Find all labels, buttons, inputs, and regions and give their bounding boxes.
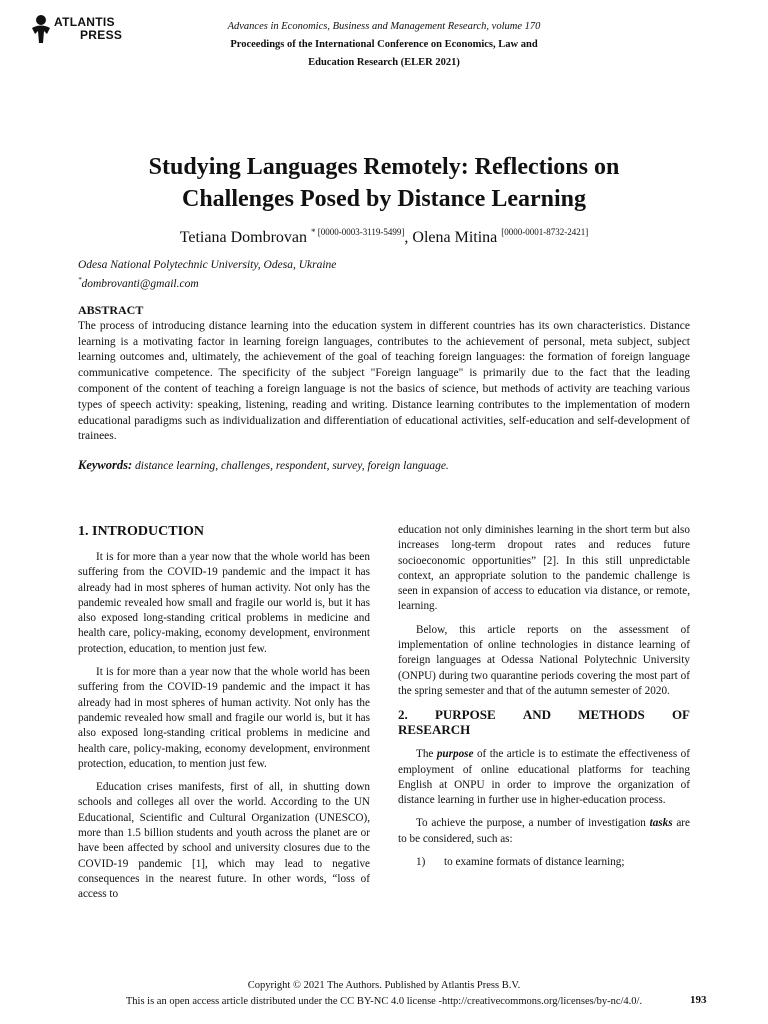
- paragraph: It is for more than a year now that the whole world has been suffering from the COVID-19 pandemic and the impact it has already had in most spheres of human activity. Not only has the pandemic revealed how small and fragile our world is, but it has also exposed long-standing critical problems in medicine and health care, policy-making, economy development, environment protection, education, to mention just few.: [78, 551, 370, 655]
- abstract: [78, 303, 690, 445]
- text-run: To achieve the purpose, a number of investigation: [416, 817, 650, 830]
- proceedings-line2: Education Research (ELER 2021): [308, 57, 460, 68]
- emphasis: tasks: [649, 817, 673, 830]
- authors: [60, 221, 708, 249]
- series-title: Advances in Economics, Business and Management Research, volume 170: [227, 21, 541, 32]
- author-2: Olena Mitina: [412, 229, 498, 246]
- footer: [78, 978, 690, 1010]
- keywords-text: distance learning, challenges, respondent, survey, foreign language.: [135, 460, 449, 472]
- keywords: [78, 458, 690, 473]
- heading-word: OF: [671, 707, 690, 723]
- tasks-paragraph: [398, 816, 690, 847]
- purpose-paragraph: [398, 747, 690, 808]
- proceedings-line1: Proceedings of the International Conference on Economics, Law and: [230, 39, 538, 50]
- publisher-logo: [30, 14, 122, 46]
- paragraph: Below, this article reports on the assessment of implementation of online technologies in distance learning of foreign languages at Odessa National Polytechnic University (ONPU) during two quarantine periods covering the most part of the spring semester and that of the autumn semester of 2020.: [398, 623, 690, 697]
- paragraph: education not only diminishes learning in the short term but also increases long-term dropout rates and reduces future socioeconomic opportunities” [2]. In this still unpredictable context, an appropriate solution to the pandemic challenge is seen in expansion of access to education via distance, or remote, learning.: [398, 524, 690, 613]
- author-2-orcid: [0000-0001-8732-2421]: [501, 227, 589, 237]
- heading-word: AND: [522, 707, 552, 723]
- heading-word: 2.: [398, 707, 408, 723]
- paragraph: It is for more than a year now that the whole world has been suffering from the COVID-19 pandemic and the impact it has already had in most spheres of human activity. Not only has the pandemic revealed how small and fragile our world is, but it has also exposed long-standing critical problems in medicine and health care, policy-making, economy development, environment protection, education, to mention just few.: [78, 666, 370, 770]
- keywords-label: Keywords:: [78, 458, 133, 472]
- abstract-text: The process of introducing distance learning into the education system in different countries has its own characteristics. Distance learning is a motivating factor in learning foreign languages, contributes to the achievement of personal, meta subject, subject learning outcomes and, ultimately, the achievement of the goal of teaching foreign languages: the formation of foreign language communicative competence. The specificity of the subject "Foreign language" is primarily due to the fact that the leading component of the content of teaching a foreign language is not the basics of science, but methods of activity are teaching various types of speech activity: speaking, listening, reading and writing. Distance learning contributes to the implementation of modern educational paradigms such as individualization and differentiation of educational activities, self-education and self-development of trainees.: [78, 319, 690, 443]
- heading-word: PURPOSE: [434, 707, 496, 723]
- email-address: dombrovanti@gmail.com: [81, 277, 199, 290]
- author-separator: ,: [404, 229, 413, 246]
- logo-text-line2: PRESS: [80, 28, 123, 42]
- affiliation: Odesa National Polytechnic University, Odesa, Ukraine: [78, 259, 337, 271]
- logo-text-line1: ATLANTIS: [54, 15, 115, 29]
- list-item: [398, 855, 690, 870]
- email-star: *: [78, 276, 82, 284]
- heading-line2: RESEARCH: [398, 722, 471, 738]
- section-1-heading: 1. INTRODUCTION: [78, 524, 205, 539]
- author-1: Tetiana Dombrovan: [179, 229, 307, 246]
- paper-title: [60, 151, 708, 215]
- abstract-heading: ABSTRACT: [78, 303, 144, 317]
- heading-word: METHODS: [578, 707, 645, 723]
- emphasis: purpose: [436, 748, 474, 761]
- left-column: [78, 523, 370, 911]
- author-1-orcid: * [0000-0003-3119-5499]: [311, 227, 405, 237]
- copyright-line: Copyright © 2021 The Authors. Published by Atlantis Press B.V.: [247, 980, 521, 991]
- list-text: to examine formats of distance learning;: [444, 856, 625, 869]
- right-column: [398, 523, 690, 870]
- page-number: 193: [690, 994, 707, 1006]
- title-line2: Challenges Posed by Distance Learning: [181, 186, 586, 212]
- section-2-heading: [398, 707, 690, 737]
- atlas-figure-icon: [30, 14, 52, 44]
- running-header: [200, 18, 568, 72]
- text-run: The: [416, 748, 437, 761]
- title-line1: Studying Languages Remotely: Reflections on: [148, 154, 620, 180]
- paragraph: Education crises manifests, first of all, in shutting down schools and colleges all over the world. According to the UN Educational, Scientific and Cultural Organization (UNESCO), more than 1.5 billion students and youth across the planet are or have been affected by school and university closures due to the COVID-19 pandemic [1], which may lead to negative consequences in the nearest future. In other words, “loss of access to: [78, 781, 370, 901]
- corresponding-email: [78, 273, 336, 292]
- text-run: are to be considered, such as:: [398, 817, 690, 845]
- license-line: This is an open access article distributed under the CC BY-NC 4.0 license -http://creativecommons.org/licenses/by-nc/4.0/.: [125, 996, 643, 1007]
- text-run: of the article is to estimate the effectiveness of employment of online educational platforms for teaching English at ONPU in order to improve the organization of distance learning in further use in higher-education process.: [398, 748, 690, 807]
- list-number: 1): [416, 856, 426, 869]
- affiliation-block: [78, 258, 336, 292]
